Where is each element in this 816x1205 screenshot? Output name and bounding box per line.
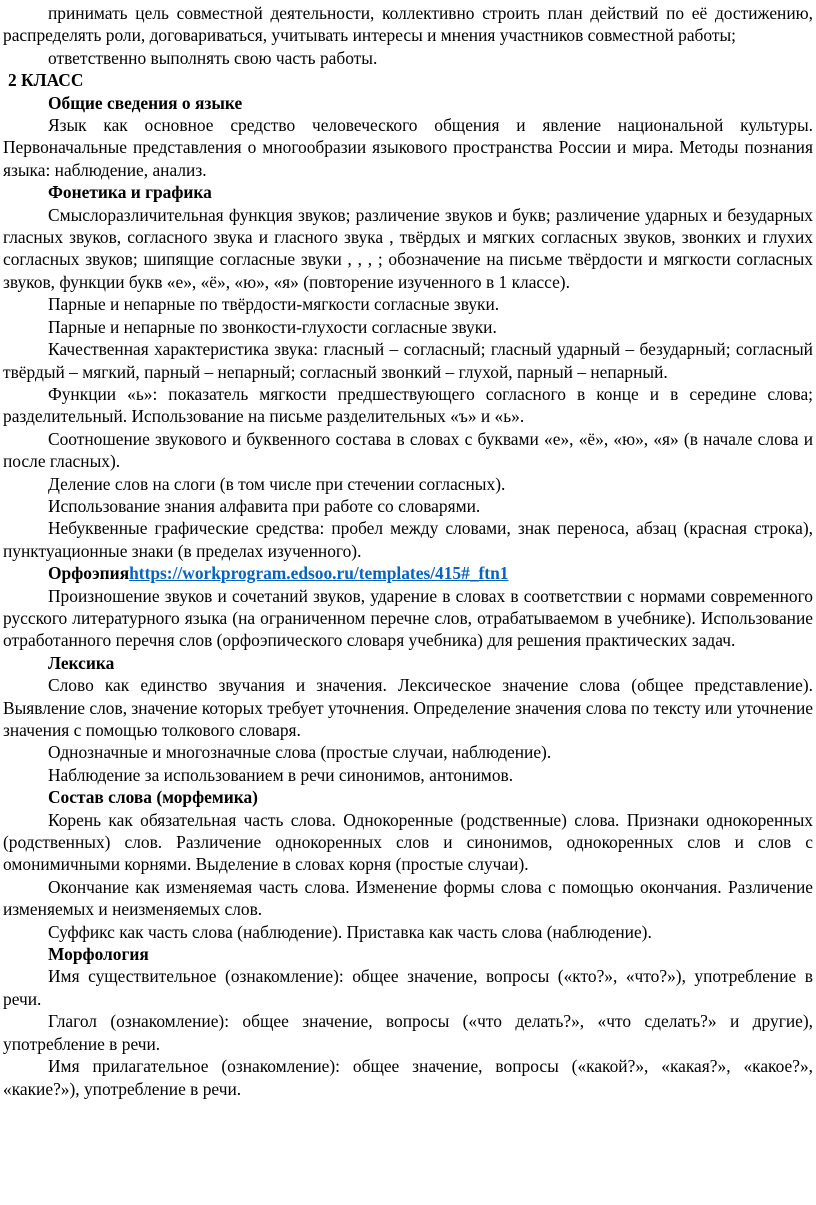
paragraph-phonetics-8: Использование знания алфавита при работе со словарями. xyxy=(48,495,481,516)
heading-general: Общие сведения о языке xyxy=(48,92,243,113)
paragraph-orthoepy: Произношение звуков и сочетаний звуков, ударение в словах в соответствии с нормами современного русского литературного языка (на ограниченном перечне слов, отрабатываемом в учебнике). Использование отработанного перечня слов (орфоэпического словаря учебника) для решения практических задач. xyxy=(3,585,813,651)
paragraph-phonetics-9: Небуквенные графические средства: пробел между словами, знак переноса, абзац (красная строка), пунктуационные знаки (в пределах изученного). xyxy=(3,518,813,561)
heading-lexis: Лексика xyxy=(48,652,115,673)
heading-orthoepy-line xyxy=(3,562,813,584)
paragraph-lexis-3: Наблюдение за использованием в речи синонимов, антонимов. xyxy=(48,764,514,785)
paragraph-lexis-2: Однозначные и многозначные слова (простые случаи, наблюдение). xyxy=(48,742,552,763)
paragraph-morphemics-2: Окончание как изменяемая часть слова. Изменение формы слова с помощью окончания. Различение изменяемых и неизменяемых слов. xyxy=(3,876,813,920)
heading-morphemics: Состав слова (морфемика) xyxy=(48,787,258,808)
paragraph-phonetics-1: Смыслоразличительная функция звуков; различение звуков и букв; различение ударных и безударных гласных звуков, согласного звука и гласного звука , твёрдых и мягких согласных звуков, звонких и глухих согласных звуков; шипящие согласные звуки , , , ; обозначение на письме твёрдости и мягкости согласных звуков, функции букв «е», «ё», «ю», «я» (повторение изученного в 1 классе). xyxy=(3,204,813,292)
paragraph-lexis-1: Слово как единство звучания и значения. Лексическое значение слова (общее представление). Выявление слов, значение которых требует уточнения. Определение значения слова по тексту или уточнение значения с помощью толкового словаря. xyxy=(3,675,813,740)
paragraph-phonetics-3: Парные и непарные по звонкости-глухости согласные звуки. xyxy=(48,316,497,337)
paragraph-morphemics-3: Суффикс как часть слова (наблюдение). Приставка как часть слова (наблюдение). xyxy=(48,921,652,942)
paragraph-general: Язык как основное средство человеческого общения и явление национальной культуры. Первоначальные представления о многообразии языкового пространства России и мира. Методы познания языка: наблюдение, анализ. xyxy=(3,115,813,180)
heading-morphology: Морфология xyxy=(48,944,149,965)
grade-heading: 2 КЛАСС xyxy=(8,70,84,91)
paragraph-morphology-2: Глагол (ознакомление): общее значение, вопросы («что делать?», «что сделать?» и другие), употребление в речи. xyxy=(3,1011,813,1054)
paragraph-phonetics-5: Функции «ь»: показатель мягкости предшествующего согласного в конце и в середине слова; разделительный. Использование на письме разделительных «ъ» и «ь». xyxy=(3,383,813,427)
heading-orthoepy: Орфоэпия xyxy=(48,563,130,584)
paragraph-morphology-1: Имя существительное (ознакомление): общее значение, вопросы («кто?», «что?»), употребление в речи. xyxy=(3,966,813,1009)
paragraph-intro-2: ответственно выполнять свою часть работы. xyxy=(48,47,378,68)
paragraph-phonetics-2: Парные и непарные по твёрдости-мягкости согласные звуки. xyxy=(48,294,500,315)
paragraph-morphology-3: Имя прилагательное (ознакомление): общее значение, вопросы («какой?», «какая?», «какое?», «какие?»), употребление в речи. xyxy=(3,1056,813,1099)
paragraph-phonetics-4: Качественная характеристика звука: гласный – согласный; гласный ударный – безударный; согласный твёрдый – мягкий, парный – непарный; согласный звонкий – глухой, парный – непарный. xyxy=(3,339,813,382)
heading-phonetics: Фонетика и графика xyxy=(48,182,212,203)
footnote-link[interactable]: https://workprogram.edsoo.ru/templates/415#_ftn1 xyxy=(129,563,509,584)
paragraph-phonetics-7: Деление слов на слоги (в том числе при стечении согласных). xyxy=(48,473,506,494)
paragraph-morphemics-1: Корень как обязательная часть слова. Однокоренные (родственные) слова. Признаки однокоренных (родственных) слов. Различение однокоренных слов и синонимов, однокоренных слов и слов с омонимичными корнями. Выделение в словах корня (простые случаи). xyxy=(3,809,813,875)
paragraph-phonetics-6: Соотношение звукового и буквенного состава в словах с буквами «е», «ё», «ю», «я» (в начале слова и после гласных). xyxy=(3,428,813,472)
paragraph-intro-1: принимать цель совместной деятельности, коллективно строить план действий по её достижению, распределять роли, договариваться, учитывать интересы и мнения участников совместной работы; xyxy=(3,3,813,46)
